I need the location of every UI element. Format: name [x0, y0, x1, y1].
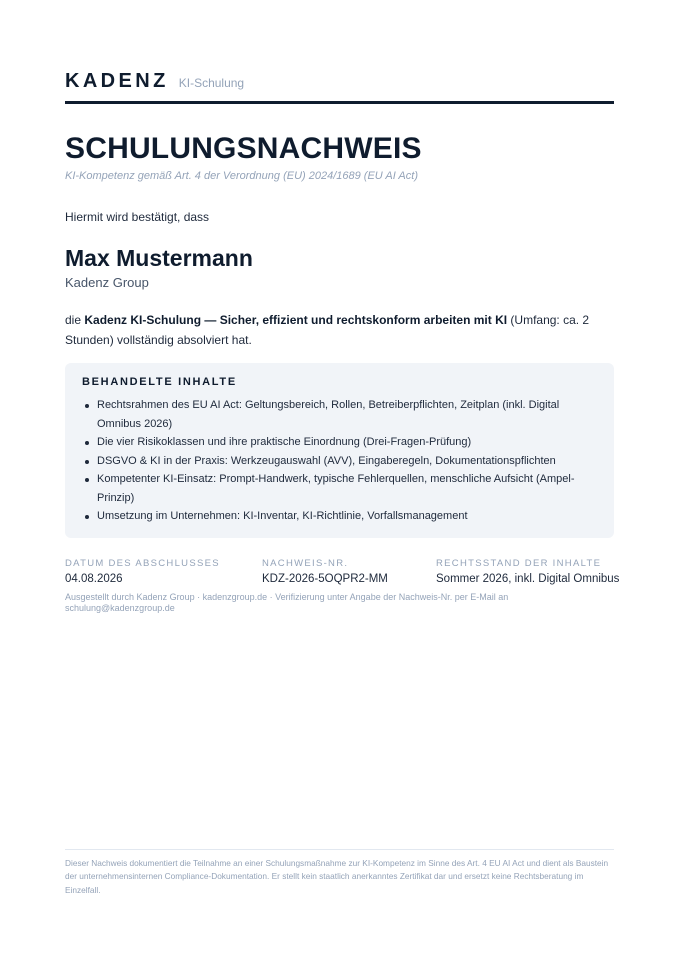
topic-text: Kompetenter KI-Einsatz: Prompt-Handwerk, typische Fehlerquellen, menschliche Aufsicht (Ampel-Prinzip)	[97, 473, 575, 504]
issuer-note: Ausgestellt durch Kadenz Group · kadenzgroup.de · Verifizierung unter Angabe der Nachweis-Nr. per E-Mail an schulung@kadenzgroup.de	[65, 592, 509, 613]
participant-company: Kadenz Group	[65, 275, 149, 290]
course-title: Kadenz KI-Schulung — Sicher, effizient und rechtskonform arbeiten mit KI	[84, 313, 508, 327]
topics-list	[82, 396, 597, 526]
topics-box	[65, 363, 614, 538]
list-item	[82, 507, 597, 526]
document-title: SCHULUNGSNACHWEIS	[65, 132, 422, 165]
bullet-icon	[85, 478, 89, 482]
list-item	[82, 396, 597, 433]
participant-name: Max Mustermann	[65, 245, 253, 271]
completion-date-label: DATUM DES ABSCHLUSSES	[65, 558, 220, 569]
topic-text: DSGVO & KI in der Praxis: Werkzeugauswahl (AVV), Eingaberegeln, Dokumentationspflichten	[97, 454, 556, 467]
list-item	[82, 452, 597, 471]
legal-status-label: RECHTSSTAND DER INHALTE	[436, 558, 602, 569]
legal-status-value: Sommer 2026, inkl. Digital Omnibus	[436, 573, 620, 585]
disclaimer-text: Dieser Nachweis dokumentiert die Teilnahme an einer Schulungsmaßnahme zur KI-Kompetenz im Sinne des Art. 4 EU AI Act und dient als Baustein der unternehmensinternen Compliance-Dokumentation. Er stellt kein staatlich anerkanntes Zertifikat dar und ersetzt keine Rechtsberatung im Einzelfall.	[65, 858, 609, 895]
brand-logo: KADENZ	[65, 70, 169, 92]
topics-heading: BEHANDELTE INHALTE	[82, 376, 237, 388]
brand-subtitle: KI-Schulung	[178, 76, 245, 90]
completion-date-value: 04.08.2026	[65, 573, 123, 585]
bullet-icon	[85, 441, 89, 445]
statement-suffix: (Umfang: ca. 2 Stunden) vollständig absolviert hat.	[65, 313, 590, 347]
intro-text: Hiermit wird bestätigt, dass	[65, 210, 210, 224]
list-item	[82, 433, 597, 452]
header-divider	[65, 101, 614, 104]
topic-text: Rechtsrahmen des EU AI Act: Geltungsbereich, Rollen, Betreiberpflichten, Zeitplan (inkl. Digital Omnibus 2026)	[97, 399, 560, 430]
statement-prefix: die	[65, 313, 85, 327]
document-subtitle: KI-Kompetenz gemäß Art. 4 der Verordnung (EU) 2024/1689 (EU AI Act)	[65, 170, 418, 182]
certificate-number-label: NACHWEIS-NR.	[262, 558, 349, 569]
certificate-number-value: KDZ-2026-5OQPR2-MM	[262, 573, 388, 585]
document-header	[65, 70, 614, 93]
certificate-page	[65, 0, 620, 961]
bullet-icon	[85, 460, 89, 464]
completion-date-block	[65, 558, 220, 585]
footer-divider	[65, 849, 614, 850]
topic-text: Umsetzung im Unternehmen: KI-Inventar, KI-Richtlinie, Vorfallsmanagement	[97, 510, 468, 522]
bullet-icon	[85, 515, 89, 519]
legal-status-block	[436, 558, 619, 585]
completion-statement	[65, 310, 614, 350]
bullet-icon	[85, 404, 89, 408]
certificate-number-block	[262, 558, 388, 585]
list-item	[82, 470, 597, 507]
topic-text: Die vier Risikoklassen und ihre praktische Einordnung (Drei-Fragen-Prüfung)	[97, 436, 472, 448]
